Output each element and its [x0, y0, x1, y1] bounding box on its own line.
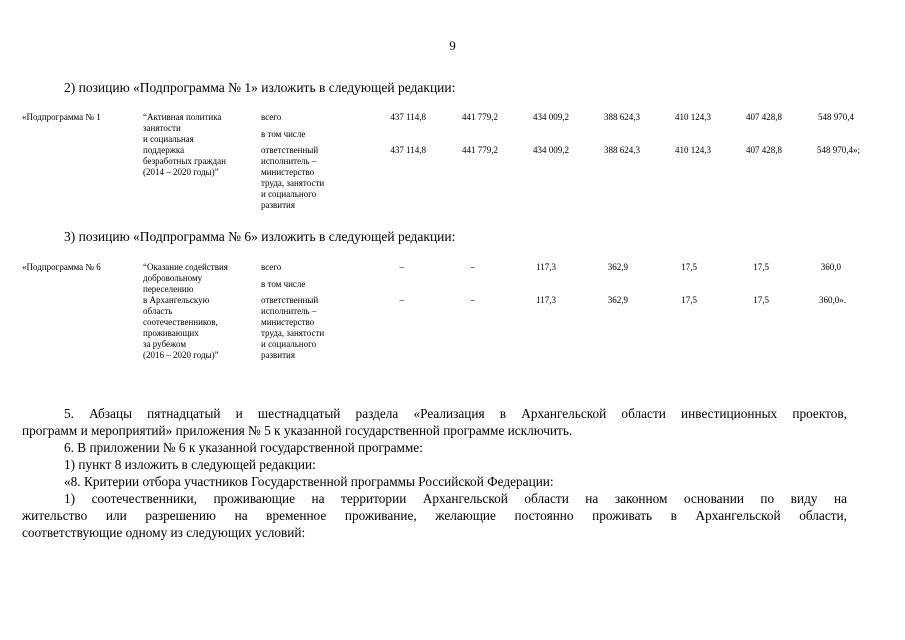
description-line: “Активная политика — [143, 112, 222, 122]
page-number: 9 — [449, 38, 456, 53]
section2-total-value: – — [399, 262, 404, 272]
description-line: область — [143, 306, 173, 316]
description-line: проживающих — [143, 328, 199, 338]
section1-program-name: «Подпрограмма № 1 — [22, 112, 101, 122]
description-line: соотечественников, — [143, 317, 218, 327]
section1-executor-value: 410 124,3 — [675, 145, 711, 155]
section2-total-label: всего — [261, 262, 282, 272]
description-line: за рубежом — [143, 339, 187, 349]
section2-executor-value: 360,0». — [819, 295, 846, 305]
section1-total-label: всего — [261, 112, 282, 122]
executor-line: ответственный — [261, 295, 319, 305]
section1-description — [143, 112, 258, 178]
section2-executor-value: 17,5 — [753, 295, 769, 305]
section1-total-value: 388 624,3 — [604, 112, 640, 122]
section1-heading: 2) позицию «Подпрограмма № 1» изложить в следующей редакции: — [64, 80, 456, 95]
paragraph-5-line1: 5. Абзацы пятнадцатый и шестнадцатый раздела «Реализация в Архангельской области инвестиционных проектов, — [64, 406, 847, 421]
section2-heading: 3) позицию «Подпрограмма № 6» изложить в следующей редакции: — [64, 229, 456, 244]
section1-executor-value: 441 779,2 — [462, 145, 498, 155]
description-line: поддержка — [143, 145, 185, 155]
description-line: в Архангельскую — [143, 295, 210, 305]
section1-total-value: 437 114,8 — [390, 112, 426, 122]
section2-executor-value: – — [399, 295, 404, 305]
section2-total-value: 362,9 — [607, 262, 628, 272]
section2-description — [143, 262, 258, 361]
executor-line: министерство — [261, 167, 315, 177]
paragraph-6-item1: 1) пункт 8 изложить в следующей редакции: — [64, 457, 316, 472]
section2-executor-label — [261, 295, 351, 361]
executor-line: труда, занятости — [261, 328, 325, 338]
paragraph-criteria-line3: соответствующие одному из следующих условий: — [22, 525, 306, 540]
executor-line: ответственный — [261, 145, 319, 155]
description-line: и социальная — [143, 134, 194, 144]
section1-total-value: 434 009,2 — [533, 112, 569, 122]
paragraph-5-line2: программ и мероприятий» приложения № 5 к указанной государственной программе исключить. — [22, 423, 573, 438]
section1-including-label: в том числе — [261, 129, 306, 139]
section2-program-name: «Подпрограмма № 6 — [22, 262, 101, 272]
paragraph-criteria-line1: 1) соотечественники, проживающие на территории Архангельской области на законном основании по виду на — [64, 491, 847, 506]
section2-executor-value: 117,3 — [536, 295, 556, 305]
section2-total-value: 360,0 — [820, 262, 841, 272]
section1-executor-value: 437 114,8 — [390, 145, 426, 155]
section1-executor-value: 434 009,2 — [533, 145, 569, 155]
executor-line: исполнитель – — [261, 306, 317, 316]
section1-executor-value: 388 624,3 — [604, 145, 640, 155]
description-line: безработных граждан — [143, 156, 226, 166]
executor-line: и социального — [261, 339, 317, 349]
section1-total-value: 548 970,4 — [818, 112, 854, 122]
description-line: “Оказание содействия — [143, 262, 228, 272]
section2-total-value: 17,5 — [753, 262, 769, 272]
section1-total-value: 410 124,3 — [675, 112, 711, 122]
section2-including-label: в том числе — [261, 279, 306, 289]
executor-line: исполнитель – — [261, 156, 317, 166]
paragraph-criteria-line2: жительство или разрешению на временное проживание, желающие постоянно проживать в Архангельской области, — [22, 508, 847, 523]
section2-total-value: 117,3 — [536, 262, 556, 272]
description-line: (2016 – 2020 годы)” — [143, 350, 219, 360]
executor-line: и социального — [261, 189, 317, 199]
description-line: (2014 – 2020 годы)” — [143, 167, 219, 177]
section1-executor-value: 407 428,8 — [746, 145, 782, 155]
paragraph-6: 6. В приложении № 6 к указанной государственной программе: — [64, 440, 423, 455]
section2-executor-value: 362,9 — [607, 295, 628, 305]
section1-total-value: 441 779,2 — [462, 112, 498, 122]
section1-total-value: 407 428,8 — [746, 112, 782, 122]
executor-line: развития — [261, 350, 296, 360]
paragraph-6-item8: «8. Критерии отбора участников Государственной программы Российской Федерации: — [64, 474, 554, 489]
description-line: добровольному — [143, 273, 203, 283]
section1-executor-value: 548 970,4»; — [816, 145, 860, 155]
executor-line: труда, занятости — [261, 178, 325, 188]
section2-total-value: 17,5 — [681, 262, 697, 272]
description-line: занятости — [143, 123, 181, 133]
section2-total-value: – — [470, 262, 475, 272]
section2-executor-value: 17,5 — [681, 295, 697, 305]
section1-executor-label — [261, 145, 351, 211]
executor-line: развития — [261, 200, 296, 210]
executor-line: министерство — [261, 317, 315, 327]
description-line: переселению — [143, 284, 194, 294]
section2-executor-value: – — [470, 295, 475, 305]
